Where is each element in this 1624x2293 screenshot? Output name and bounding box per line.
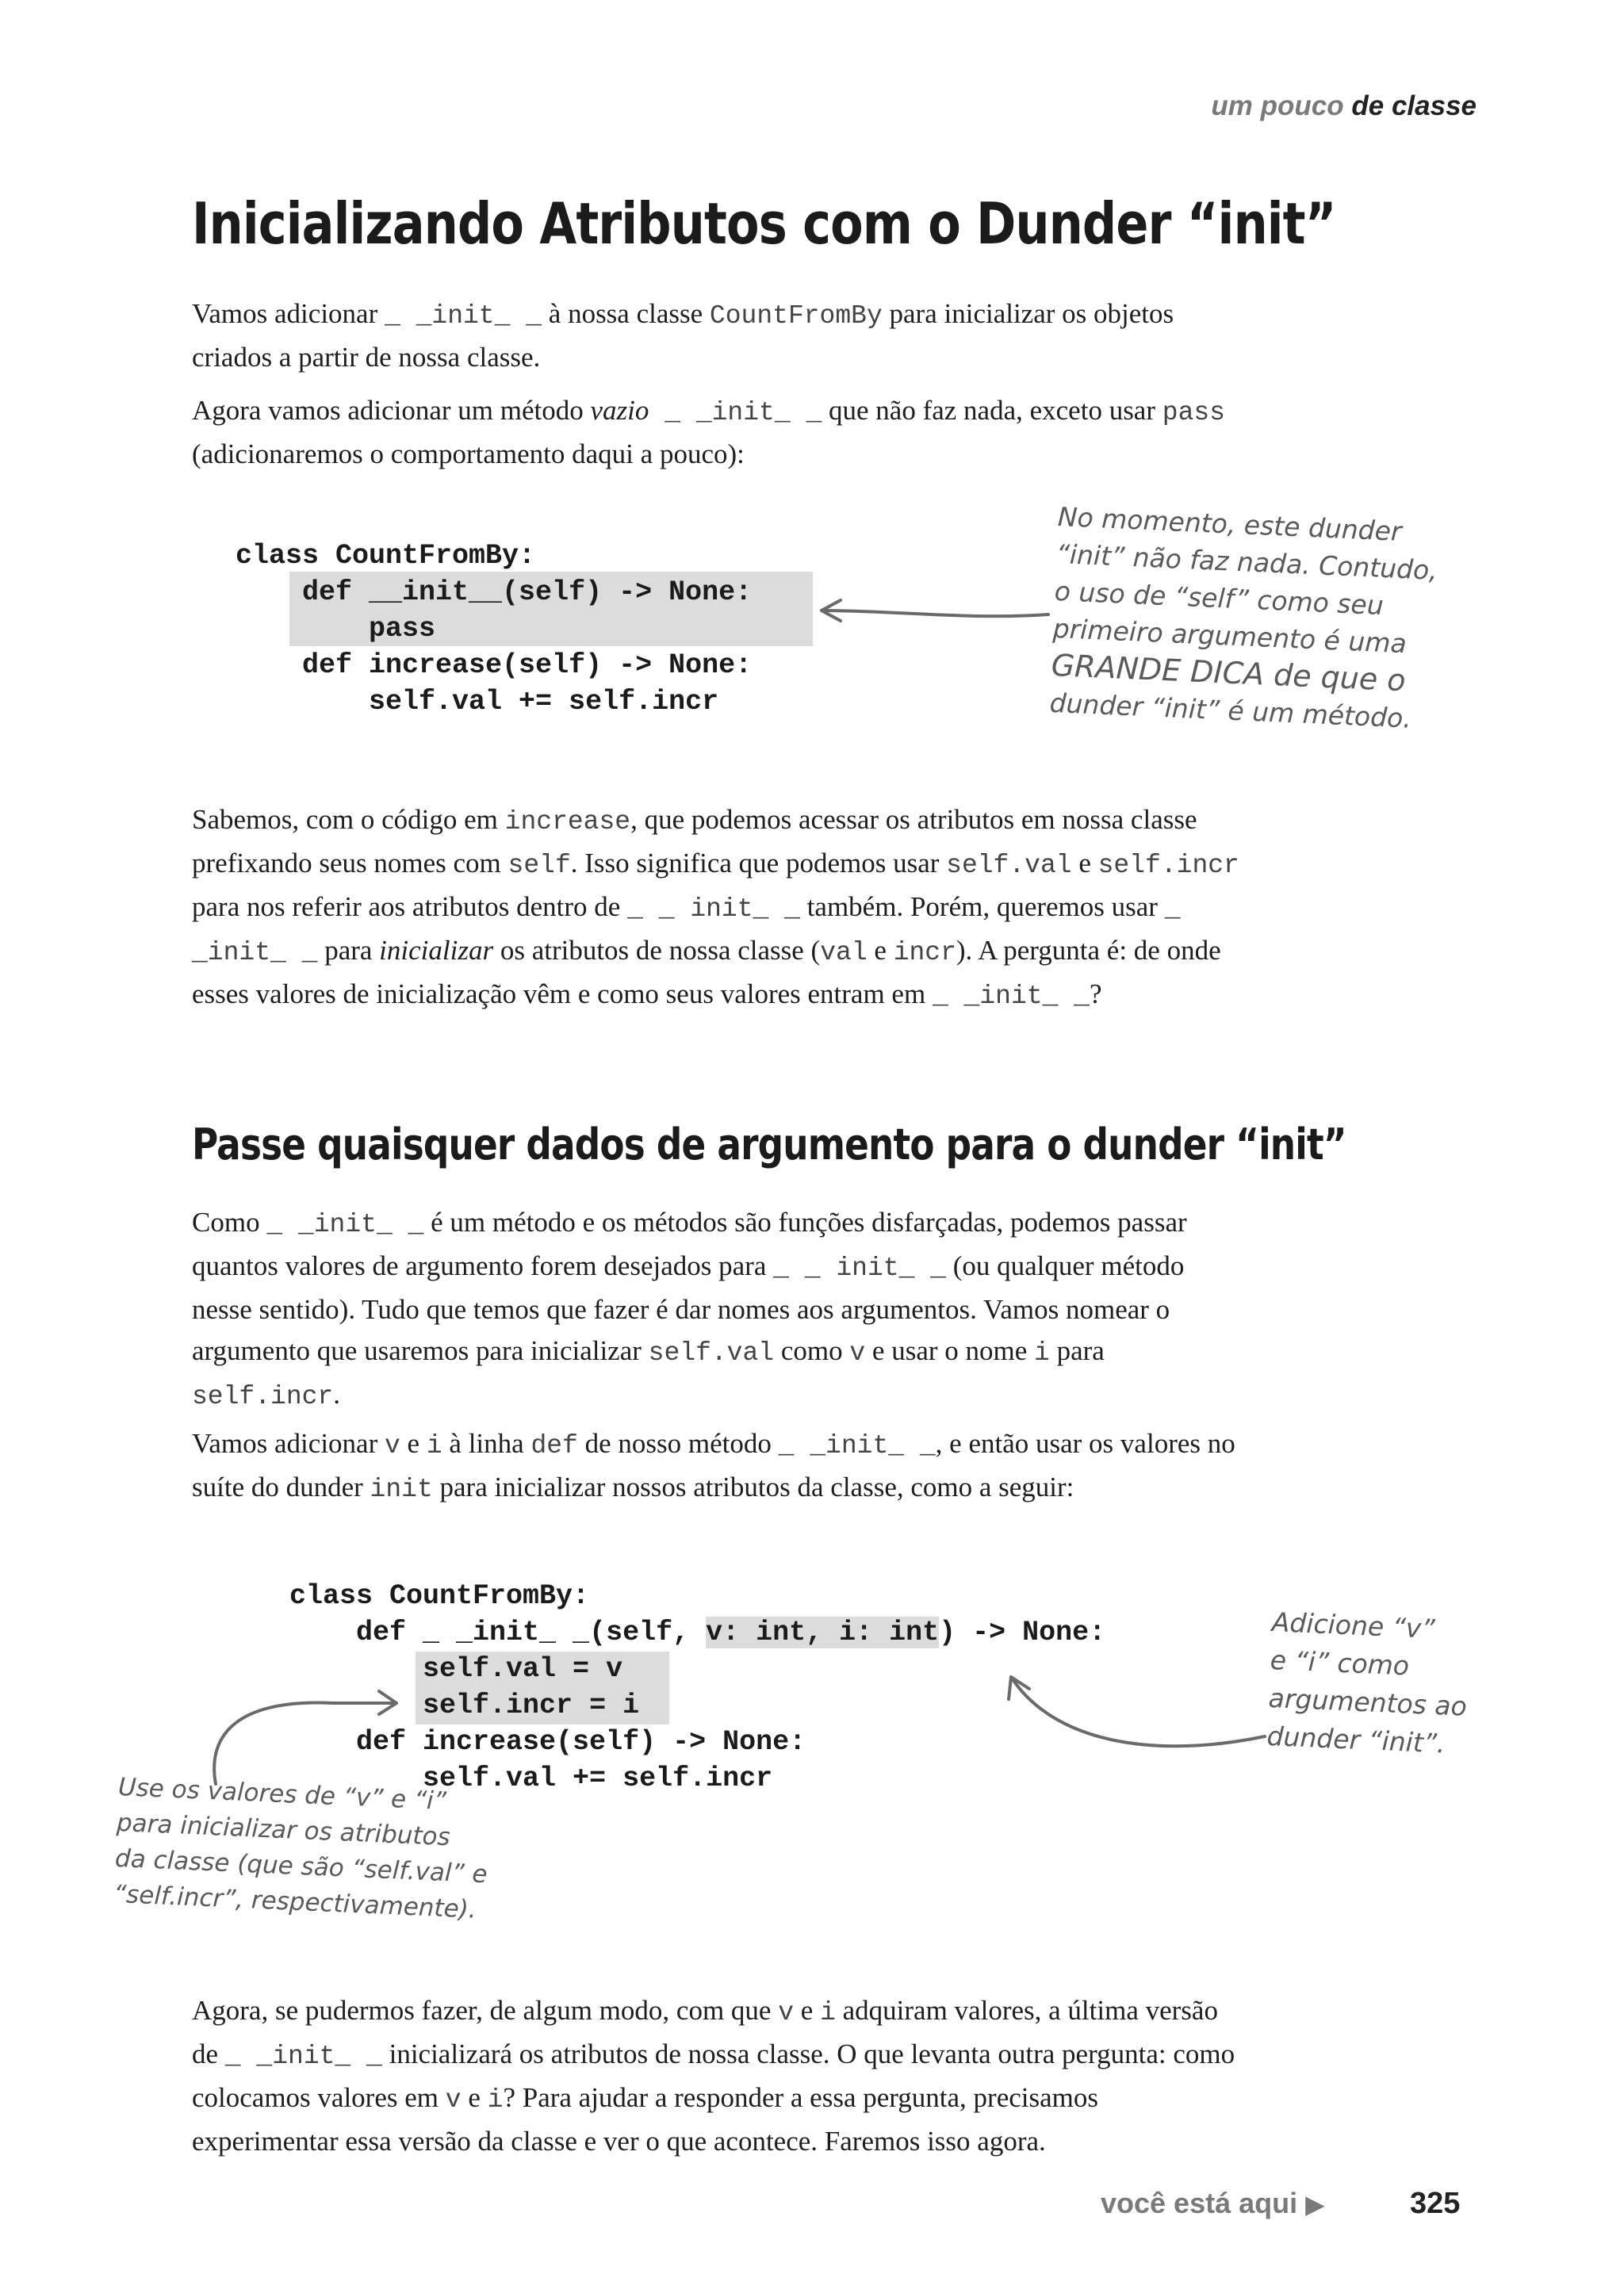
note-line: dunder “init”. — [1266, 1720, 1446, 1759]
code-i: i — [820, 1998, 836, 2027]
code-v: v — [445, 2085, 462, 2115]
code-i: i — [487, 2085, 504, 2115]
text: Vamos adicionar — [192, 298, 385, 329]
code-highlight-args: v: int, i: int — [706, 1617, 940, 1648]
text: é um método e os métodos são funções disfarçadas, podemos passar quantos valores de argumento forem desejados para — [192, 1207, 1187, 1281]
text: ? — [1090, 978, 1102, 1009]
code-def: def — [530, 1431, 578, 1460]
footer-label: você está aqui — [1101, 2187, 1298, 2219]
text: , e então usar os valores no suíte do dunder — [192, 1428, 1235, 1503]
text: e — [1071, 848, 1098, 879]
paragraph-conclusion — [192, 1990, 1247, 2162]
text: e — [461, 2082, 488, 2113]
code-classname: CountFromBy — [709, 301, 883, 331]
note-line: No momento, este dunder — [1057, 500, 1403, 547]
code-fragment: self.val = v — [423, 1653, 623, 1685]
text: e — [867, 935, 894, 966]
text: Vamos adicionar — [192, 1428, 385, 1459]
code-self-incr: self.incr — [192, 1382, 334, 1411]
code-line: self.val += self.incr — [289, 1763, 773, 1794]
text: e usar o nome — [865, 1335, 1035, 1366]
text: para — [1049, 1335, 1105, 1366]
text: os atributos de nossa classe ( — [493, 935, 821, 966]
arrow-use-values — [214, 1691, 396, 1784]
emphasis: inicializar — [379, 935, 494, 966]
text: como — [774, 1335, 850, 1366]
code-val: val — [820, 938, 868, 967]
header-prefix: um pouco — [1211, 90, 1344, 121]
code-v: v — [849, 1338, 866, 1368]
text: à nossa classe — [542, 298, 710, 329]
text: inicializará os atributos de nossa classe. O que levanta outra pergunta: como colocamos valores em — [192, 2038, 1235, 2113]
note-line: primeiro argumento é uma — [1051, 612, 1408, 660]
note-line: e “i” como — [1270, 1644, 1410, 1682]
text: ). A pergunta é: de onde esses valores de inicialização vêm e como seus valores entram em — [192, 935, 1221, 1009]
code-self-val: self.val — [946, 851, 1072, 880]
text: para — [317, 935, 380, 966]
code-incr: incr — [893, 938, 956, 967]
code-line: self.val += self.incr — [236, 686, 719, 718]
text: e — [794, 1995, 821, 2026]
code-self-val: self.val — [648, 1338, 775, 1368]
note-line: para inicializar os atributos — [116, 1808, 451, 1852]
code-v: v — [384, 1431, 400, 1460]
note-line: dunder “init” é um método. — [1048, 687, 1412, 734]
text: . — [333, 1379, 340, 1410]
text: para nos referir aos atributos dentro de — [192, 891, 628, 922]
emphasis: vazio — [590, 395, 649, 426]
section-title-arguments: Passe quaisquer dados de argumento para o dunder “init” — [192, 1120, 1346, 1169]
code-init: _ _init_ _ — [384, 301, 542, 331]
arrow-init-note — [822, 600, 1048, 621]
note-line: Adicione “v” — [1271, 1606, 1436, 1644]
text: para inicializar nossos atributos da classe, como a seguir: — [432, 1472, 1074, 1503]
code-line: class CountFromBy: — [289, 1580, 590, 1612]
code-init: _ _init_ _ — [778, 1431, 936, 1460]
note-line: o uso de “self” como seu — [1054, 575, 1385, 621]
section-title-init: Inicializando Atributos com o Dunder “init” — [192, 190, 1336, 257]
note-line: GRANDE DICA de que o — [1050, 647, 1407, 699]
code-v: v — [778, 1998, 795, 2027]
note-line: da classe (que são “self.val” e — [114, 1843, 488, 1889]
code-line: def __init__(self) -> None: — [236, 576, 753, 608]
code-line: def increase(self) -> None: — [289, 1726, 806, 1758]
code-self-incr: self.incr — [1097, 851, 1239, 880]
code-self: self — [508, 851, 571, 880]
code-line: pass — [236, 613, 436, 645]
text: para inicializar os objetos criados a partir de nossa classe. — [192, 298, 1174, 373]
code-fragment: def _ _init_ _(self, — [289, 1617, 707, 1648]
code-init-word: init — [370, 1475, 433, 1504]
header-strong: de classe — [1351, 90, 1477, 121]
code-i: i — [1034, 1338, 1050, 1368]
text: à linha — [442, 1428, 531, 1459]
note-line: “init” não faz nada. Contudo, — [1055, 538, 1438, 586]
code-pass: pass — [1162, 398, 1225, 427]
code-init: _ _init_ _ — [224, 2042, 382, 2071]
note-line: “self.incr”, respectivamente). — [113, 1879, 477, 1924]
text: (adicionaremos o comportamento daqui a pouco): — [192, 438, 745, 469]
code-init: _ _init_ _ — [932, 982, 1090, 1011]
code-init: _ _init_ _ — [649, 398, 822, 427]
code-increase: increase — [504, 807, 631, 836]
code-line: class CountFromBy: — [236, 540, 536, 572]
text: Agora vamos adicionar um método — [192, 395, 591, 426]
text: e — [400, 1428, 427, 1459]
text: Agora, se pudermos fazer, de algum modo, com que — [192, 1995, 779, 2026]
text: Como — [192, 1207, 267, 1238]
footer-you-are-here — [1101, 2187, 1325, 2220]
text: , que podemos acessar os atributos em nossa classe prefixando seus nomes com — [192, 804, 1197, 879]
code-init: _ _init_ _ — [266, 1210, 424, 1239]
text: . Isso significa que podemos usar — [570, 848, 947, 879]
code-init: _ _init_ _ — [192, 894, 1181, 967]
code-i: i — [426, 1431, 442, 1460]
code-line: def increase(self) -> None: — [236, 649, 753, 681]
text: (ou qualquer método nesse sentido). Tudo que temos que fazer é dar nomes aos argumentos. Vamos nomear o argumento que usaremos para inicializar — [192, 1250, 1185, 1366]
text: de nosso método — [577, 1428, 779, 1459]
code-fragment: ) -> None: — [939, 1617, 1106, 1648]
page-number: 325 — [1410, 2187, 1461, 2220]
note-line: Use os valores de “v” e “i” — [117, 1772, 447, 1816]
text: Sabemos, com o código em — [192, 804, 505, 835]
text: que não faz nada, exceto usar — [822, 395, 1162, 426]
code-init: _ _ init_ _ — [773, 1254, 946, 1283]
note-line: argumentos ao — [1267, 1682, 1468, 1722]
text: ? Para ajudar a responder a essa pergunta, precisamos experimentar essa versão da classe e ver o que acontece. Faremos isso agora. — [192, 2082, 1099, 2157]
code-init: _ _ init_ _ — [627, 894, 800, 924]
text: também. Porém, queremos usar — [799, 891, 1165, 922]
triangle-right-icon: ▶ — [1305, 2190, 1325, 2218]
code-fragment: self.incr = i — [423, 1690, 640, 1721]
arrow-add-args — [1009, 1677, 1265, 1746]
text: adquiram valores, a última versão de — [192, 1995, 1218, 2069]
